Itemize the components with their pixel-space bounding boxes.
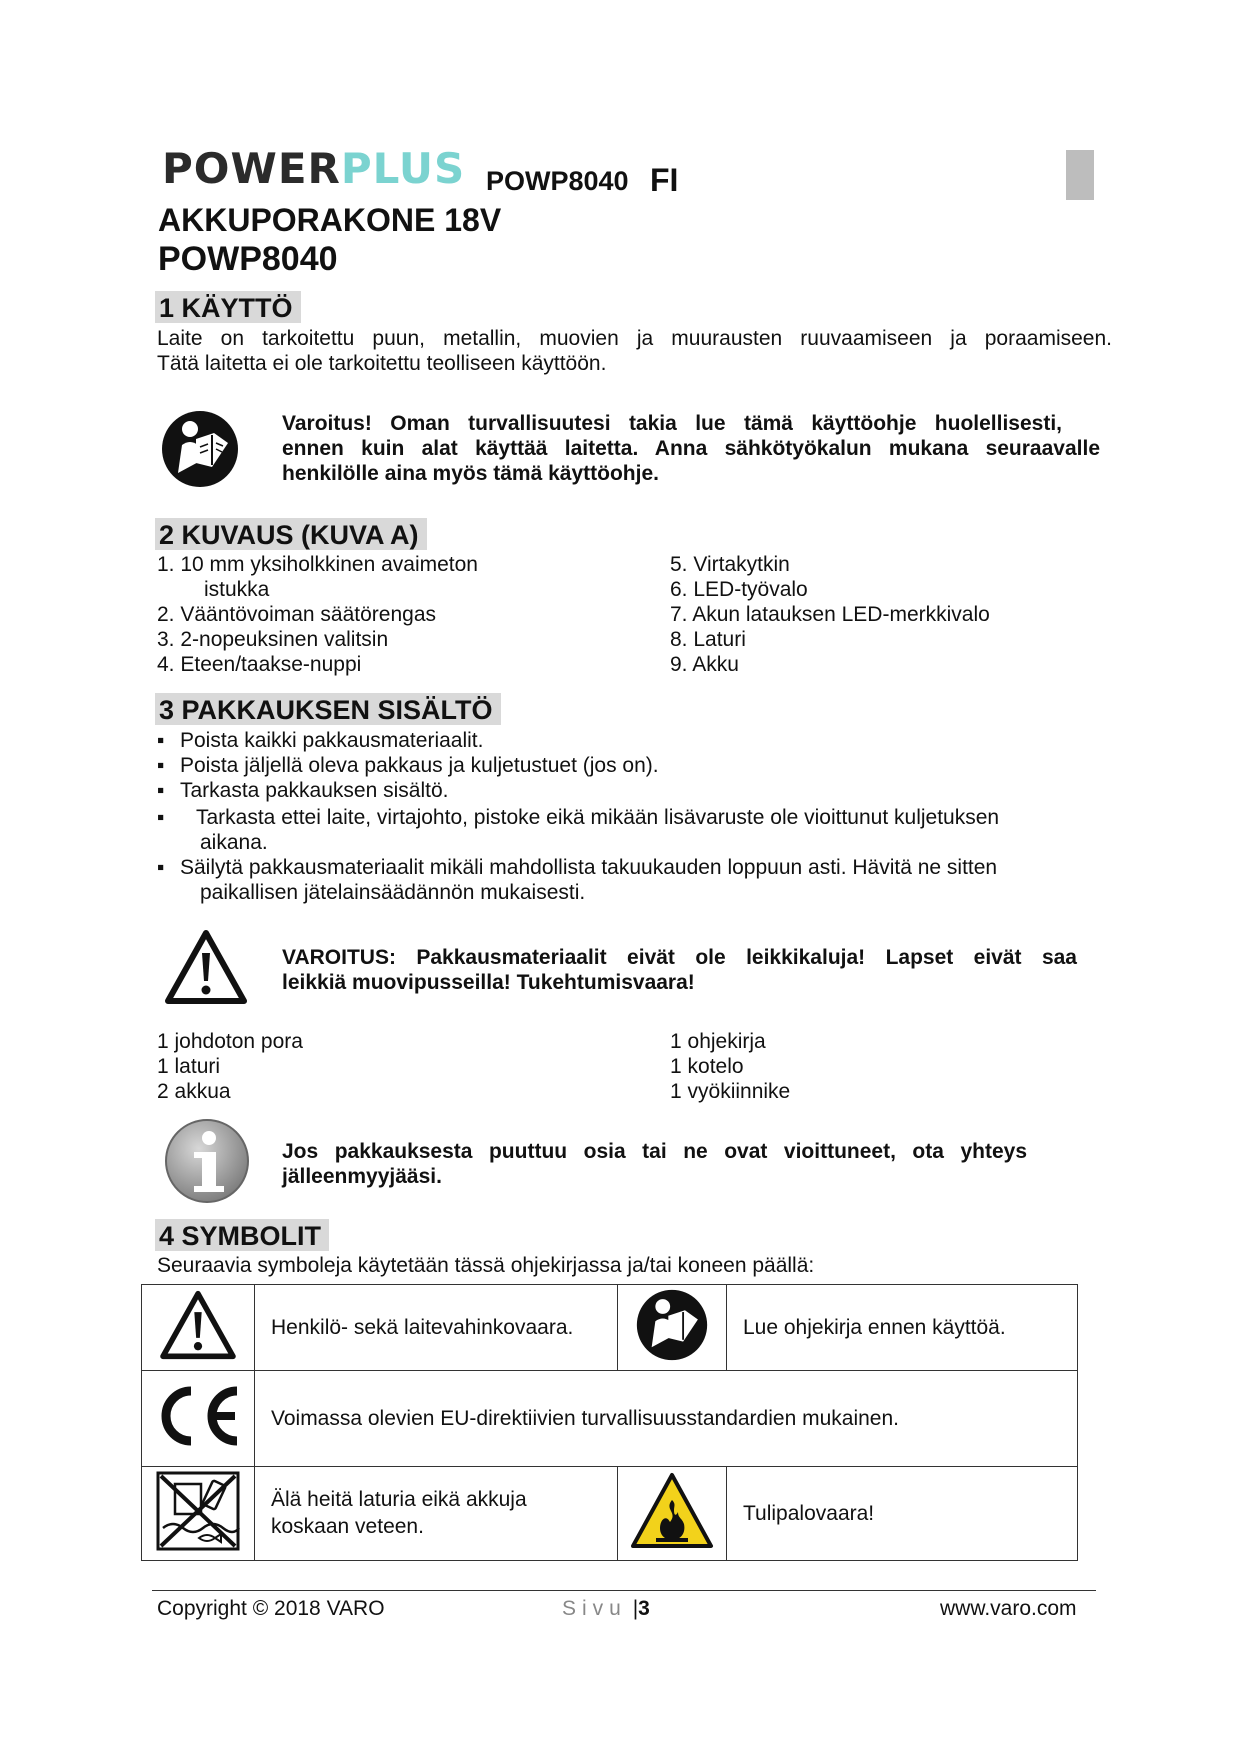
content-item: 1 kotelo [670, 1055, 744, 1078]
use-text-line1: Laite on tarkoitettu puun, metallin, muovien ja muurausten ruuvaamiseen ja poraamiseen. [157, 327, 1112, 350]
content-item: 1 vyökiinnike [670, 1080, 791, 1103]
footer-page-word: Sivu [562, 1597, 627, 1620]
footer-website: www.varo.com [940, 1597, 1077, 1620]
info-text-line2: jälleenmyyjääsi. [282, 1165, 442, 1188]
fire-hazard-icon [630, 1472, 714, 1550]
part-item-4: 4. Eteen/taakse-nuppi [157, 653, 362, 676]
symbol-desc-water-line2: koskaan veteen. [271, 1515, 424, 1538]
use-text-line2: Tätä laitetta ei ole tarkoitettu teolliseen käyttöön. [157, 352, 607, 375]
read-manual-icon [160, 409, 240, 489]
content-item: 2 akkua [157, 1080, 231, 1103]
bullet-item-5-cont: paikallisen jätelainsäädännön mukaisesti. [200, 881, 586, 904]
bullet-item-4-cont: aikana. [200, 831, 268, 854]
ce-mark-icon [153, 1383, 243, 1449]
symbols-row [142, 1467, 1078, 1561]
section-heading-use: 1 KÄYTTÖ [155, 291, 301, 323]
footer-page-number: 3 [638, 1597, 650, 1620]
bullet-item-1: Poista kaikki pakkausmateriaalit. [180, 729, 484, 752]
warning-text-line3: henkilölle aina myös tämä käyttöohje. [282, 462, 659, 485]
document-title: AKKUPORAKONE 18V [158, 202, 502, 238]
symbol-desc-water-line1: Älä heitä laturia eikä akkuja [271, 1488, 527, 1511]
bullet-marker: ▪ [157, 856, 165, 879]
symbols-row [142, 1371, 1078, 1467]
warning-triangle-icon [164, 929, 248, 1005]
part-item-1: 1. 10 mm yksiholkkinen avaimeton [157, 553, 478, 576]
info-icon [164, 1118, 250, 1204]
symbol-cell [142, 1285, 255, 1371]
no-water-disposal-icon [155, 1470, 241, 1552]
part-item-1-cont: istukka [204, 578, 270, 601]
footer-page-separator: | [632, 1597, 639, 1620]
part-item-9: 9. Akku [670, 653, 739, 676]
logo-power: POWER [162, 144, 341, 193]
warning-text-line2: ennen kuin alat käyttää laitetta. Anna sähkötyökalun mukana seuraavalle [282, 437, 1100, 460]
part-item-6: 6. LED-työvalo [670, 578, 808, 601]
bullet-marker: ▪ [157, 754, 165, 777]
bullet-item-5: Säilytä pakkausmateriaalit mikäli mahdollista takuukauden loppuun asti. Hävitä ne sitten [180, 856, 998, 879]
brand-logo [162, 144, 466, 193]
header-model: POWP8040 [486, 166, 629, 196]
section-heading-description: 2 KUVAUS (KUVA A) [155, 518, 427, 550]
section-heading-symbols: 4 SYMBOLIT [155, 1219, 329, 1251]
page-tab-marker [1066, 150, 1094, 200]
footer-copyright: Copyright © 2018 VARO [157, 1597, 385, 1620]
symbol-cell [142, 1371, 255, 1467]
bullet-marker: ▪ [157, 806, 165, 829]
content-item: 1 johdoton pora [157, 1030, 303, 1053]
symbol-cell [618, 1467, 727, 1561]
bullet-marker: ▪ [157, 779, 165, 802]
bullet-item-2: Poista jäljellä oleva pakkaus ja kuljetustuet (jos on). [180, 754, 659, 777]
symbols-table [141, 1284, 1078, 1561]
read-manual-icon [635, 1288, 709, 1362]
footer-divider [152, 1590, 1096, 1591]
symbols-intro: Seuraavia symboleja käytetään tässä ohjekirjassa ja/tai koneen päällä: [157, 1254, 815, 1277]
content-item: 1 laturi [157, 1055, 221, 1078]
symbol-cell [618, 1285, 727, 1371]
footer-page [562, 1597, 650, 1621]
bullet-marker: ▪ [157, 729, 165, 752]
info-text-line1: Jos pakkauksesta puuttuu osia tai ne ovat vioittuneet, ota yhteys [282, 1140, 1027, 1163]
symbol-desc-manual: Lue ohjekirja ennen käyttöä. [727, 1285, 1078, 1371]
symbol-cell [142, 1467, 255, 1561]
bullet-item-4: Tarkasta ettei laite, virtajohto, pistoke eikä mikään lisävaruste ole vioittunut kuljetuksen [196, 806, 1000, 829]
warning-text-line1: Varoitus! Oman turvallisuutesi takia lue tämä käyttöohje huolellisesti, [282, 412, 1062, 435]
content-item: 1 ohjekirja [670, 1030, 766, 1053]
logo-plus: PLUS [340, 144, 466, 193]
packaging-warning-line1: VAROITUS: Pakkausmateriaalit eivät ole leikkikaluja! Lapset eivät saa [282, 946, 1077, 969]
part-item-2: 2. Vääntövoiman säätörengas [157, 603, 437, 626]
symbols-row [142, 1285, 1078, 1371]
section-heading-contents: 3 PAKKAUKSEN SISÄLTÖ [155, 693, 501, 725]
part-item-7: 7. Akun latauksen LED-merkkivalo [670, 603, 990, 626]
document-model-title: POWP8040 [158, 240, 338, 278]
symbol-desc-ce: Voimassa olevien EU-direktiivien turvallisuusstandardien mukainen. [255, 1371, 1078, 1467]
symbol-desc-water [255, 1467, 618, 1561]
part-item-5: 5. Virtakytkin [670, 553, 790, 576]
danger-triangle-icon [158, 1290, 238, 1360]
part-item-8: 8. Laturi [670, 628, 746, 651]
symbol-desc-danger: Henkilö- sekä laitevahinkovaara. [255, 1285, 618, 1371]
symbol-desc-fire: Tulipalovaara! [727, 1467, 1078, 1561]
part-item-3: 3. 2-nopeuksinen valitsin [157, 628, 389, 651]
bullet-item-3: Tarkasta pakkauksen sisältö. [180, 779, 449, 802]
packaging-warning-line2: leikkiä muovipusseilla! Tukehtumisvaara! [282, 971, 695, 994]
language-code: FI [650, 162, 679, 198]
